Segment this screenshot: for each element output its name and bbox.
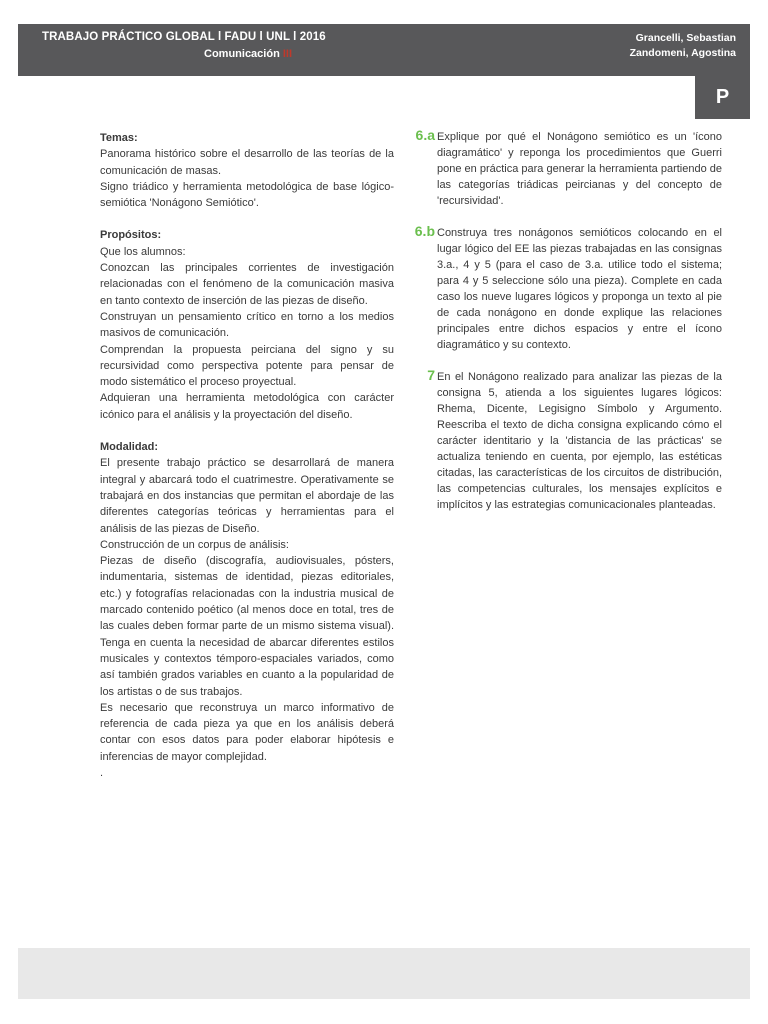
temas-paragraph: Panorama histórico sobre el desarrollo de las teorías de la comunicación de masas. (100, 148, 394, 177)
propositos-paragraph: Comprendan la propuesta peirciana del signo y su recursividad como perspectiva potente para pensar de modo sistemático el proceso proyectual. (100, 343, 394, 389)
right-column (410, 129, 722, 529)
author-2: Zandomeni, Agostina (629, 47, 736, 59)
modalidad-paragraph: Piezas de diseño (discografía, audiovisuales, pósters, indumentaria, sistemas de identidad, piezas editoriales, etc.) y fotografías relacionadas con la industria musical de marcado contenido poético (al menos doce en total, tres de las cuales deben formar parte de un mismo sistema visual). Tenga en cuenta la necesidad de abarcar diferentes estilos musicales y contextos témporo-espaciales variados, como así también grados variables en cuanto a la popularidad de los artistas o de sus trabajos. (100, 555, 394, 698)
temas-paragraph: Signo triádico y herramienta metodológica de base lógico-semiótica 'Nonágono Semiótico'. (100, 180, 394, 210)
propositos-heading: Propósitos: (100, 229, 162, 242)
page-header (18, 24, 750, 76)
exercise-number: 7 (427, 367, 435, 383)
header-title: TRABAJO PRÁCTICO GLOBAL l FADU l UNL l 2016 (42, 31, 326, 43)
modalidad-paragraph: Es necesario que reconstruya un marco informativo de referencia de cada pieza ya que en los análisis deberá contar con esos datos para poder elaborar hipótesis e inferencias de mayor complejidad. (100, 701, 394, 763)
header-subject (204, 48, 292, 60)
modalidad-paragraph: Construcción de un corpus de análisis: (100, 538, 289, 551)
modalidad-paragraph: . (100, 766, 104, 779)
footer-band (18, 948, 750, 999)
header-subject-suffix: III (282, 48, 293, 60)
propositos-paragraph: Adquieran una herramienta metodológica con carácter icónico para el análisis y la proyectación del diseño. (100, 392, 394, 421)
author-1: Grancelli, Sebastian (635, 32, 736, 44)
propositos-paragraph: Construyan un pensamiento crítico en torno a los medios masivos de comunicación. (100, 310, 394, 340)
exercise-number: 6.a (415, 127, 435, 143)
exercise-item (410, 369, 722, 513)
left-column (100, 130, 394, 781)
propositos-paragraph: Que los alumnos: (100, 245, 186, 258)
header-authors (630, 31, 736, 61)
exercise-text: Explique por qué el Nonágono semiótico es un 'ícono diagramático' y reponga los procedimientos que Guerri pone en práctica para generar la herramienta partiendo de las categorías triádicas peircianas y del concepto de 'recursividad'. (437, 131, 722, 207)
exercise-text: Construya tres nonágonos semióticos colocando en el lugar lógico del EE las piezas trabajadas en las consignas 3.a., 4 y 5 (para el caso de 3.a. utilice todo el sistema; para 4 y 5 seleccione sólo una pieza). Complete en cada caso los nueve lugares lógicos y proponga un texto al pie de cada nonágono en donde explique las relaciones principales entre dichos espacios y entre el ícono diagramático y su contexto. (437, 227, 722, 351)
propositos-paragraph: Conozcan las principales corrientes de investigación relacionadas con el fenómeno de la comunicación masiva en tanto contexto de inserción de las piezas de diseño. (100, 262, 394, 307)
exercise-item (410, 225, 722, 353)
page-tab: P (695, 76, 750, 119)
exercise-number: 6.b (414, 223, 435, 239)
temas-heading: Temas: (100, 132, 138, 144)
exercise-item (410, 129, 722, 209)
exercise-text: En el Nonágono realizado para analizar las piezas de la consigna 5, atienda a los siguientes lugares lógicos: Rhema, Dicente, Legisigno Símbolo y Argumento. Reescriba el texto de dicha consigna explicando cómo el carácter identitario y la 'distancia de las prácticas' se actualiza teniendo en cuenta, por ejemplo, las estéticas citadas, las características de los circuitos de distribución, las competencias culturales, los mensajes explícitos e implícitos y las estrategias comunicacionales planteadas. (437, 371, 722, 511)
modalidad-paragraph: El presente trabajo práctico se desarrollará de manera integral y abarcará todo el cuatrimestre. Operativamente se trabajará en dos instancias que permitan el abordaje de las diferentes categorías teóricas y herramientas para el análisis de las piezas de Diseño. (100, 457, 394, 535)
modalidad-heading: Modalidad: (100, 441, 159, 454)
header-subject-name: Comunicación (204, 48, 280, 60)
